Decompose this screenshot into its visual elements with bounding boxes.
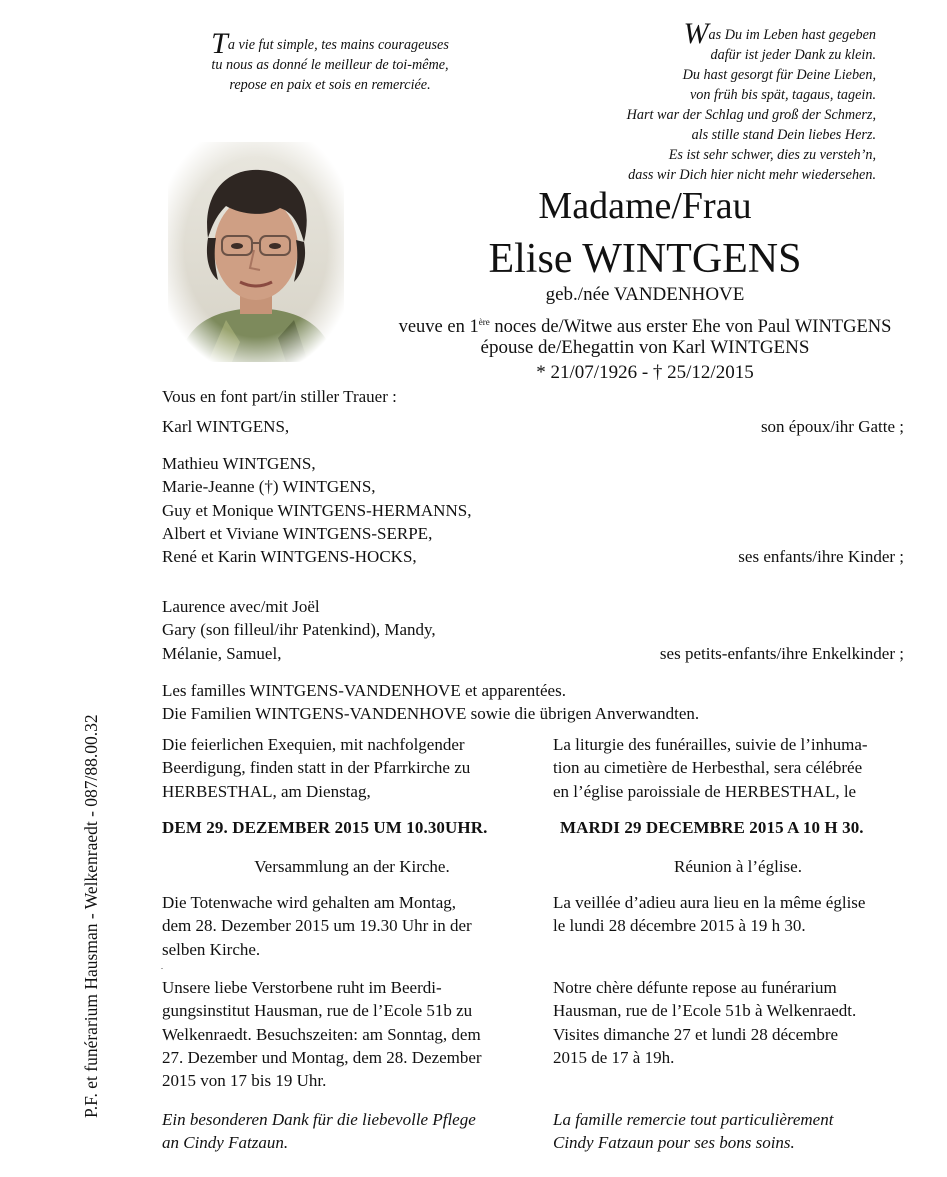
dropcap: T [211, 27, 228, 60]
poem-german-line: dass wir Dich hier nicht mehr wiedersehen. [628, 167, 876, 183]
poem-french [165, 27, 495, 95]
children-relation: ses enfants/ihre Kinder ; [738, 547, 904, 566]
funeral-home-credit: P.F. et funérarium Hausman - Welkenraedt - 087/88.00.32 [81, 714, 101, 1118]
poem-german-line: von früh bis spät, tagaus, tagein. [689, 87, 876, 103]
de-visiting: Unsere liebe Verstorbene ruht im Beerdi- gungsinstitut Hausman, rue de l’Ecole 51b zu Welkenraedt. Besuchszeiten: am Sonntag, dem 27. Dezember und Montag, dem 28. Dezember 2015 von 17 bis 19 Uhr. [162, 978, 482, 1091]
poem-french-line: tu nous as donné le meilleur de toi-même, [211, 57, 449, 73]
list-item: Mathieu WINTGENS, [162, 454, 316, 473]
poem-german-line: Du hast gesorgt für Deine Lieben, [682, 67, 876, 83]
poem-german-line: als stille stand Dein liebes Herz. [691, 127, 876, 143]
families [162, 679, 699, 726]
poem-french-line: Ta vie fut simple, tes mains courageuses [211, 27, 449, 60]
maiden-name: geb./née VANDENHOVE [545, 284, 745, 305]
portrait-photo-icon [168, 142, 344, 362]
poem-french-line: repose en paix et sois en remerciée. [229, 77, 431, 93]
families-line: Die Familien WINTGENS-VANDENHOVE sowie die übrigen Anverwandten. [162, 704, 700, 724]
de-funeral-date: DEM 29. DEZEMBER 2015 UM 10.30UHR. [162, 818, 488, 837]
fr-wake: La veillée d’adieu aura lieu en la même église le lundi 28 décembre 2015 à 19 h 30. [553, 893, 866, 936]
spouse-name: Karl WINTGENS, [162, 417, 290, 436]
salutation: Madame/Frau [538, 185, 752, 227]
de-wake: Die Totenwache wird gehalten am Montag, dem 28. Dezember 2015 um 19.30 Uhr in der selben Kirche. [162, 893, 472, 959]
widow-line: veuve en 1ère noces de/Witwe aus erster Ehe von Paul WINTGENS [398, 317, 892, 338]
poem-german [540, 17, 876, 185]
poem-german-line: Es ist sehr schwer, dies zu versteh’n, [668, 147, 876, 163]
deceased-name: Elise WINTGENS [488, 236, 802, 282]
list-item: Albert et Viviane WINTGENS-SERPE, [162, 523, 433, 543]
grandchildren-row [162, 642, 904, 665]
dropcap: W [683, 17, 709, 50]
fr-funeral-date: MARDI 29 DECEMBRE 2015 A 10 H 30. [560, 818, 864, 837]
de-meeting: Versammlung an der Kirche. [254, 857, 450, 876]
list-item: Guy et Monique WINTGENS-HERMANNS, [162, 500, 472, 520]
poem-german-line: Was Du im Leben hast gegeben [683, 17, 876, 50]
de-exequien: Die feierlichen Exequien, mit nachfolgender Beerdigung, finden statt in der Pfarrkirche zu HERBESTHAL, am Dienstag, [162, 735, 471, 801]
life-dates: * 21/07/1926 - † 25/12/2015 [536, 362, 754, 383]
spouse-relation: son époux/ihr Gatte ; [760, 417, 904, 436]
announcement: Vous en font part/in stiller Trauer : [162, 387, 397, 406]
fr-meeting: Réunion à l’église. [674, 857, 802, 876]
spouse-row [162, 415, 904, 438]
list-item: René et Karin WINTGENS-HOCKS, [162, 547, 417, 566]
fr-liturgy: La liturgie des funérailles, suivie de l’inhuma- tion au cimetière de Herbesthal, sera célébrée en l’église paroissiale de HERBESTHAL, le [553, 735, 868, 801]
fr-visiting: Notre chère défunte repose au funérarium Hausman, rue de l’Ecole 51b à Welkenraedt. Visites dimanche 27 et lundi 28 décembre 2015 de 17 à 19h. [553, 978, 857, 1067]
portrait-photo [168, 142, 344, 362]
children-list [162, 452, 471, 545]
children-row [162, 545, 904, 568]
list-item: Laurence avec/mit Joël [162, 597, 320, 616]
de-thanks: Ein besonderen Dank für die liebevolle Pflege an Cindy Fatzaun. [162, 1110, 476, 1153]
poem-german-line: Hart war der Schlag und groß der Schmerz, [626, 107, 876, 123]
list-item: Gary (son filleul/ihr Patenkind), Mandy, [162, 620, 436, 640]
grandchildren-list [162, 595, 436, 642]
families-line: Les familles WINTGENS-VANDENHOVE et apparentées. [162, 681, 566, 700]
fr-thanks: La famille remercie tout particulièrement Cindy Fatzaun pour ses bons soins. [553, 1110, 834, 1153]
poem-german-line: dafür ist jeder Dank zu klein. [710, 47, 876, 63]
list-item: Mélanie, Samuel, [162, 644, 282, 663]
stray-mark: . [161, 962, 163, 971]
grandchildren-relation: ses petits-enfants/ihre Enkelkinder ; [659, 644, 904, 663]
list-item: Marie-Jeanne (†) WINTGENS, [162, 477, 376, 497]
spouse-line: épouse de/Ehegattin von Karl WINTGENS [480, 337, 810, 358]
